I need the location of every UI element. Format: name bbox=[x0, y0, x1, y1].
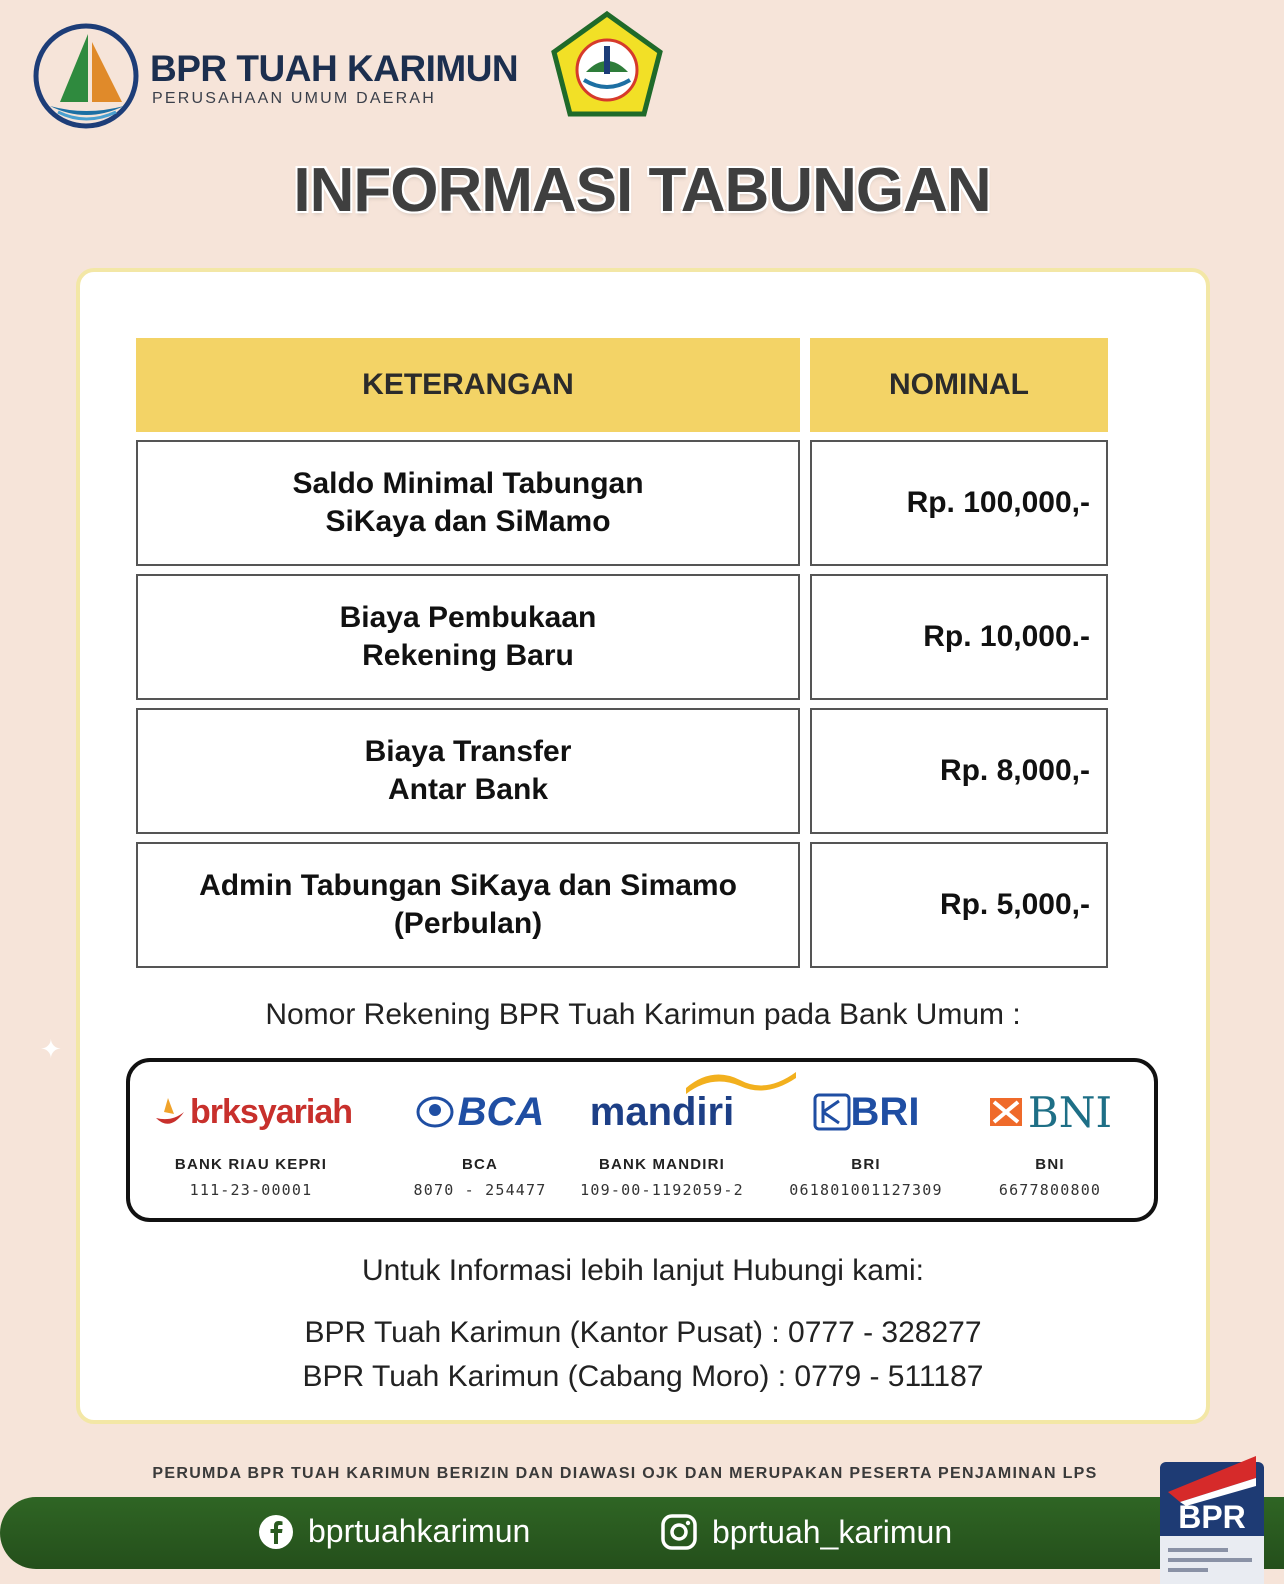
fee-table bbox=[136, 338, 1108, 968]
instagram-link[interactable] bbox=[660, 1513, 952, 1551]
row-value: Rp. 100,000,- bbox=[810, 440, 1108, 566]
bpr-tuah-karimun-logo bbox=[30, 20, 142, 132]
bank-bni bbox=[972, 1082, 1128, 1199]
row-label-line: Biaya Pembukaan bbox=[339, 600, 597, 634]
mandiri-logo bbox=[568, 1082, 756, 1142]
bank-name: BNI bbox=[1035, 1156, 1065, 1173]
bank-account-number: 6677800800 bbox=[998, 1181, 1102, 1199]
bank-account-number: 061801001127309 bbox=[789, 1181, 943, 1199]
bca-logo bbox=[392, 1082, 568, 1142]
table-row bbox=[136, 708, 1108, 834]
row-label-line: Rekening Baru bbox=[362, 639, 574, 672]
bpr-badge-logo bbox=[1160, 1452, 1264, 1584]
regulatory-note: PERUMDA BPR TUAH KARIMUN BERIZIN DAN DIAWASI OJK DAN MERUPAKAN PESERTA PENJAMINAN LPS bbox=[152, 1465, 1098, 1482]
bank-account-number: 111-23-00001 bbox=[189, 1181, 313, 1199]
table-header-row bbox=[136, 338, 1108, 432]
bank-brksyariah bbox=[144, 1082, 358, 1199]
row-label bbox=[136, 708, 800, 834]
row-label-line: Antar Bank bbox=[387, 773, 549, 806]
bni-logo-text: BNI bbox=[1027, 1087, 1113, 1137]
bca-emblem-icon bbox=[416, 1093, 454, 1131]
page-title: INFORMASI TABUNGAN bbox=[293, 156, 991, 225]
facebook-icon bbox=[258, 1514, 294, 1550]
brksyariah-logo bbox=[144, 1082, 358, 1142]
bank-name: BANK MANDIRI bbox=[598, 1156, 726, 1173]
social-bar bbox=[0, 1497, 1284, 1569]
bank-account-number: 8070 - 254477 bbox=[413, 1181, 547, 1199]
row-label-line: Saldo Minimal Tabungan bbox=[292, 466, 644, 500]
brand-header bbox=[30, 20, 519, 135]
account-intro-text: Nomor Rekening BPR Tuah Karimun pada Bank Umum : bbox=[265, 998, 1021, 1031]
brand-name: BPR TUAH KARIMUN bbox=[150, 48, 519, 89]
row-label-line: Biaya Transfer bbox=[364, 734, 572, 768]
bank-mandiri bbox=[568, 1082, 756, 1199]
contact-intro-text: Untuk Informasi lebih lanjut Hubungi kami: bbox=[362, 1254, 924, 1287]
bank-name: BRI bbox=[851, 1156, 881, 1173]
contact-head-office: BPR Tuah Karimun (Kantor Pusat) : 0777 - 328277 bbox=[304, 1316, 982, 1349]
bank-accounts-box bbox=[126, 1058, 1158, 1222]
table-row bbox=[136, 574, 1108, 700]
brand-subtitle: PERUSAHAAN UMUM DAERAH bbox=[152, 90, 436, 107]
bni-logo bbox=[972, 1082, 1128, 1142]
bank-account-number: 109-00-1192059-2 bbox=[580, 1181, 744, 1199]
table-row bbox=[136, 440, 1108, 566]
instagram-handle: bprtuah_karimun bbox=[712, 1513, 953, 1550]
bri-logo bbox=[778, 1082, 954, 1142]
bni-emblem-icon bbox=[988, 1094, 1024, 1130]
bca-logo-text: BCA bbox=[457, 1089, 545, 1134]
row-value: Rp. 8,000,- bbox=[810, 708, 1108, 834]
row-label-line: (Perbulan) bbox=[393, 907, 543, 940]
info-card bbox=[76, 268, 1210, 1424]
instagram-icon bbox=[660, 1513, 698, 1551]
row-value: Rp. 5,000,- bbox=[810, 842, 1108, 968]
facebook-handle: bprtuahkarimun bbox=[308, 1513, 531, 1549]
header-nominal: NOMINAL bbox=[810, 338, 1108, 432]
bank-bca bbox=[392, 1082, 568, 1199]
brk-flame-icon bbox=[150, 1092, 190, 1132]
header-keterangan: KETERANGAN bbox=[136, 338, 800, 432]
bri-logo-text: BRI bbox=[850, 1089, 920, 1134]
sparkle-icon: ✦ bbox=[40, 1034, 62, 1064]
row-label bbox=[136, 842, 800, 968]
row-label-line: SiKaya dan SiMamo bbox=[325, 505, 611, 538]
facebook-link[interactable] bbox=[258, 1513, 530, 1550]
brksyariah-logo-text: brksyariah bbox=[190, 1092, 352, 1131]
bri-emblem-icon bbox=[813, 1093, 851, 1131]
row-label-line: Admin Tabungan SiKaya dan Simamo bbox=[199, 868, 737, 902]
regional-government-emblem bbox=[548, 10, 666, 122]
contact-branch-office: BPR Tuah Karimun (Cabang Moro) : 0779 - 511187 bbox=[302, 1360, 984, 1393]
row-label bbox=[136, 574, 800, 700]
bpr-badge-text: BPR bbox=[1178, 1499, 1246, 1535]
bank-bri bbox=[778, 1082, 954, 1199]
bank-name: BCA bbox=[461, 1156, 499, 1173]
row-value: Rp. 10,000.- bbox=[810, 574, 1108, 700]
mandiri-logo-text: mandiri bbox=[589, 1089, 735, 1134]
row-label bbox=[136, 440, 800, 566]
bank-name: BANK RIAU KEPRI bbox=[174, 1156, 328, 1173]
table-row bbox=[136, 842, 1108, 968]
